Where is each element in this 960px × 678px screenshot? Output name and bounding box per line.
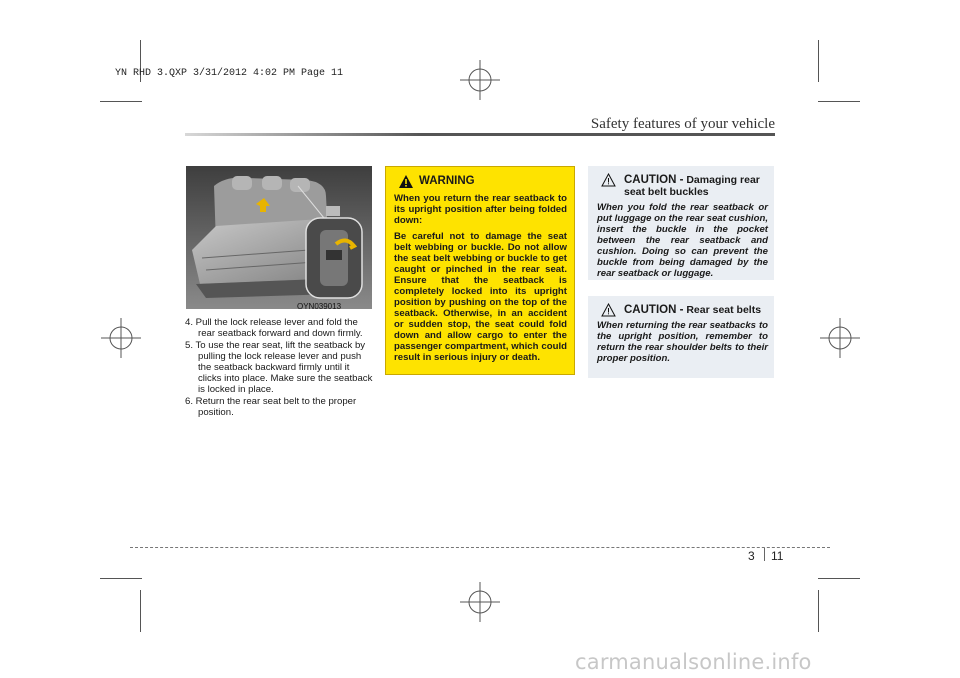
footer-rule — [130, 547, 830, 548]
crop-mark — [818, 578, 860, 579]
warning-title: WARNING — [419, 175, 475, 187]
warning-triangle-icon — [398, 174, 414, 189]
step-6: 6. Return the rear seat belt to the proper position. — [185, 396, 357, 418]
caution-header — [597, 174, 768, 198]
crop-mark — [100, 578, 142, 579]
caution-box-rear-belts — [588, 296, 774, 378]
step-5: 5. To use the rear seat, lift the seatback by pulling the lock release lever and push the seatback backward firmly until it clicks into place. Make sure the seatback is locked in place. — [185, 340, 373, 395]
print-slug: YN RHD 3.QXP 3/31/2012 4:02 PM Page 11 — [115, 68, 344, 79]
caution-word: CAUTION - — [624, 304, 684, 316]
warning-intro: When you return the rear seatback to its upright position after being folded down: — [394, 193, 567, 226]
caution-body: When returning the rear seatbacks to the upright position, remember to return the rear shoulder belts to their proper position. — [597, 320, 768, 364]
caution-box-buckles — [588, 166, 774, 280]
warning-box — [385, 166, 575, 375]
caution-body: When you fold the rear seatback or put luggage on the rear seat cushion, insert the buckle in the pocket between the rear seatback and cushion. Doing so can prevent the buckle from being damaged by the rear seatback or luggage. — [597, 202, 768, 279]
registration-mark-icon — [460, 582, 500, 622]
crop-mark — [818, 590, 819, 632]
rear-seat-figure — [186, 166, 372, 309]
caution-header — [597, 304, 768, 316]
registration-mark-icon — [101, 318, 141, 358]
header-rule — [185, 133, 775, 136]
page-number-separator — [764, 548, 765, 561]
page-number: 11 — [771, 549, 784, 563]
caution-triangle-icon — [601, 173, 616, 187]
watermark: carmanualsonline.info — [575, 650, 812, 674]
step-4: 4. Pull the lock release lever and fold the rear seatback forward and down firmly. — [185, 317, 363, 339]
section-title: Safety features of your vehicle — [590, 116, 775, 132]
caution-subject: Rear seat belts — [686, 304, 762, 316]
caution-subject: Damaging rear seat belt buckles — [624, 174, 760, 198]
caution-triangle-icon — [601, 303, 616, 317]
caution-word: CAUTION - — [624, 174, 684, 186]
registration-mark-icon — [820, 318, 860, 358]
instruction-steps — [185, 317, 375, 419]
chapter-number: 3 — [748, 549, 755, 563]
crop-mark — [818, 101, 860, 102]
crop-mark — [818, 40, 819, 82]
warning-body: Be careful not to damage the seat belt webbing or buckle. Do not allow the seat belt webbing or buckle to get caught or pinched in the rear seat. Ensure that the seatback is completely locked into its upright position by pushing on the top of the seatback. Otherwise, in an accident or sudden stop, the seat could fold down and allow cargo to enter the passenger compartment, which could result in serious injury or death. — [394, 231, 567, 363]
crop-mark — [140, 590, 141, 632]
crop-mark — [100, 101, 142, 102]
registration-mark-icon — [460, 60, 500, 100]
warning-header — [394, 176, 567, 192]
rear-seat-photo-icon — [186, 166, 372, 309]
figure-code: OYN039013 — [297, 302, 342, 311]
